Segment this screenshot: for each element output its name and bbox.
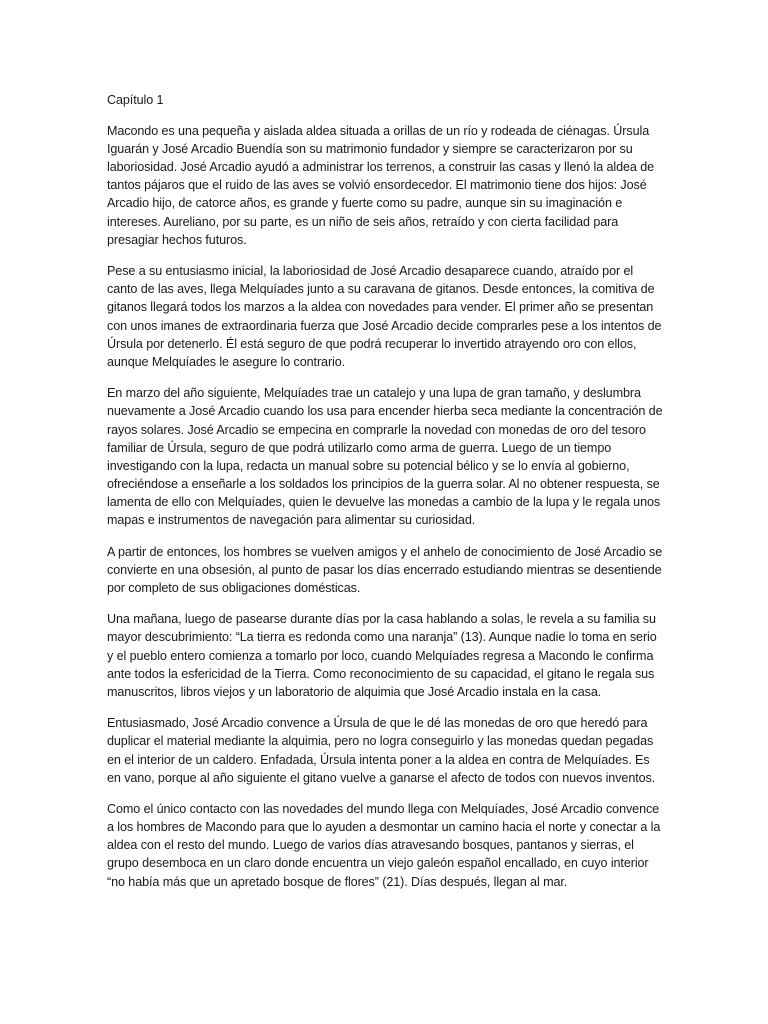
document-page xyxy=(107,91,663,904)
chapter-title: Capítulo 1 xyxy=(107,93,164,107)
paragraph-6: Entusiasmado, José Arcadio convence a Úrsula de que le dé las monedas de oro que heredó para duplicar el material mediante la alquimia, pero no logra conseguirlo y las monedas quedan pegadas en el interior de un caldero. Enfadada, Úrsula intenta poner a la aldea en contra de Melquíades. Es en vano, porque al año siguiente el gitano vuelve a ganarse el afecto de todos con nuevos inventos. xyxy=(107,716,656,785)
paragraph-1: Macondo es una pequeña y aislada aldea situada a orillas de un río y rodeada de ciénagas. Úrsula Iguarán y José Arcadio Buendía son su matrimonio fundador y siempre se caracterizaron por su laboriosidad. José Arcadio ayudó a administrar los terrenos, a construir las casas y llenó la aldea de tantos pájaros que el ruido de las aves se volvió ensordecedor. El matrimonio tiene dos hijos: José Arcadio hijo, de catorce años, es grande y fuerte como su padre, aunque sin su imaginación e intereses. Aureliano, por su parte, es un niño de seis años, retraído y con cierta facilidad para presagiar hechos futuros. xyxy=(107,124,655,247)
paragraph-2: Pese a su entusiasmo inicial, la laboriosidad de José Arcadio desaparece cuando, atraído por el canto de las aves, llega Melquíades junto a su caravana de gitanos. Desde entonces, la comitiva de gitanos llegará todos los marzos a la aldea con novedades para vender. El primer año se presentan con unos imanes de extraordinaria fuerza que José Arcadio decide comprarles pese a los intentos de Úrsula por detenerlo. Él está seguro de que podrá recuperar lo invertido atrayendo oro con ellos, aunque Melquíades le asegure lo contrario. xyxy=(107,264,662,369)
paragraph-5: Una mañana, luego de pasearse durante días por la casa hablando a solas, le revela a su familia su mayor descubrimiento: “La tierra es redonda como una naranja” (13). Aunque nadie lo toma en serio y el pueblo entero comienza a tomarlo por loco, cuando Melquíades regresa a Macondo le confirma ante todos la esfericidad de la Tierra. Como reconocimiento de su capacidad, el gitano le regala sus manuscritos, libros viejos y un laboratorio de alquimia que José Arcadio instala en la casa. xyxy=(107,612,657,699)
paragraph-4: A partir de entonces, los hombres se vuelven amigos y el anhelo de conocimiento de José Arcadio se convierte en una obsesión, al punto de pasar los días encerrado estudiando mientras se desentiende por completo de sus obligaciones domésticas. xyxy=(107,544,663,595)
paragraph-7: Como el único contacto con las novedades del mundo llega con Melquíades, José Arcadio convence a los hombres de Macondo para que lo ayuden a desmontar un camino hacia el norte y conectar a la aldea con el resto del mundo. Luego de varios días atravesando bosques, pantanos y sierras, el grupo desemboca en un claro donde encuentra un viejo galeón español encallado, en cuyo interior “no había más que un apretado bosque de flores” (21). Días después, llegan al mar. xyxy=(107,802,661,889)
paragraph-3: En marzo del año siguiente, Melquíades trae un catalejo y una lupa de gran tamaño, y deslumbra nuevamente a José Arcadio cuando los usa para encender hierba seca mediante la concentración de rayos solares. José Arcadio se empecina en comprarle la novedad con monedas de oro del tesoro familiar de Úrsula, seguro de que podrá utilizarlo como arma de guerra. Luego de un tiempo investigando con la lupa, redacta un manual sobre su potencial bélico y se lo envía al gobierno, ofreciéndose a enseñarle a los soldados los principios de la guerra solar. Al no obtener respuesta, se lamenta de ello con Melquíades, quien le devuelve las monedas a cambio de la lupa y le regala unos mapas e instrumentos de navegación para alimentar su curiosidad. xyxy=(107,386,663,527)
